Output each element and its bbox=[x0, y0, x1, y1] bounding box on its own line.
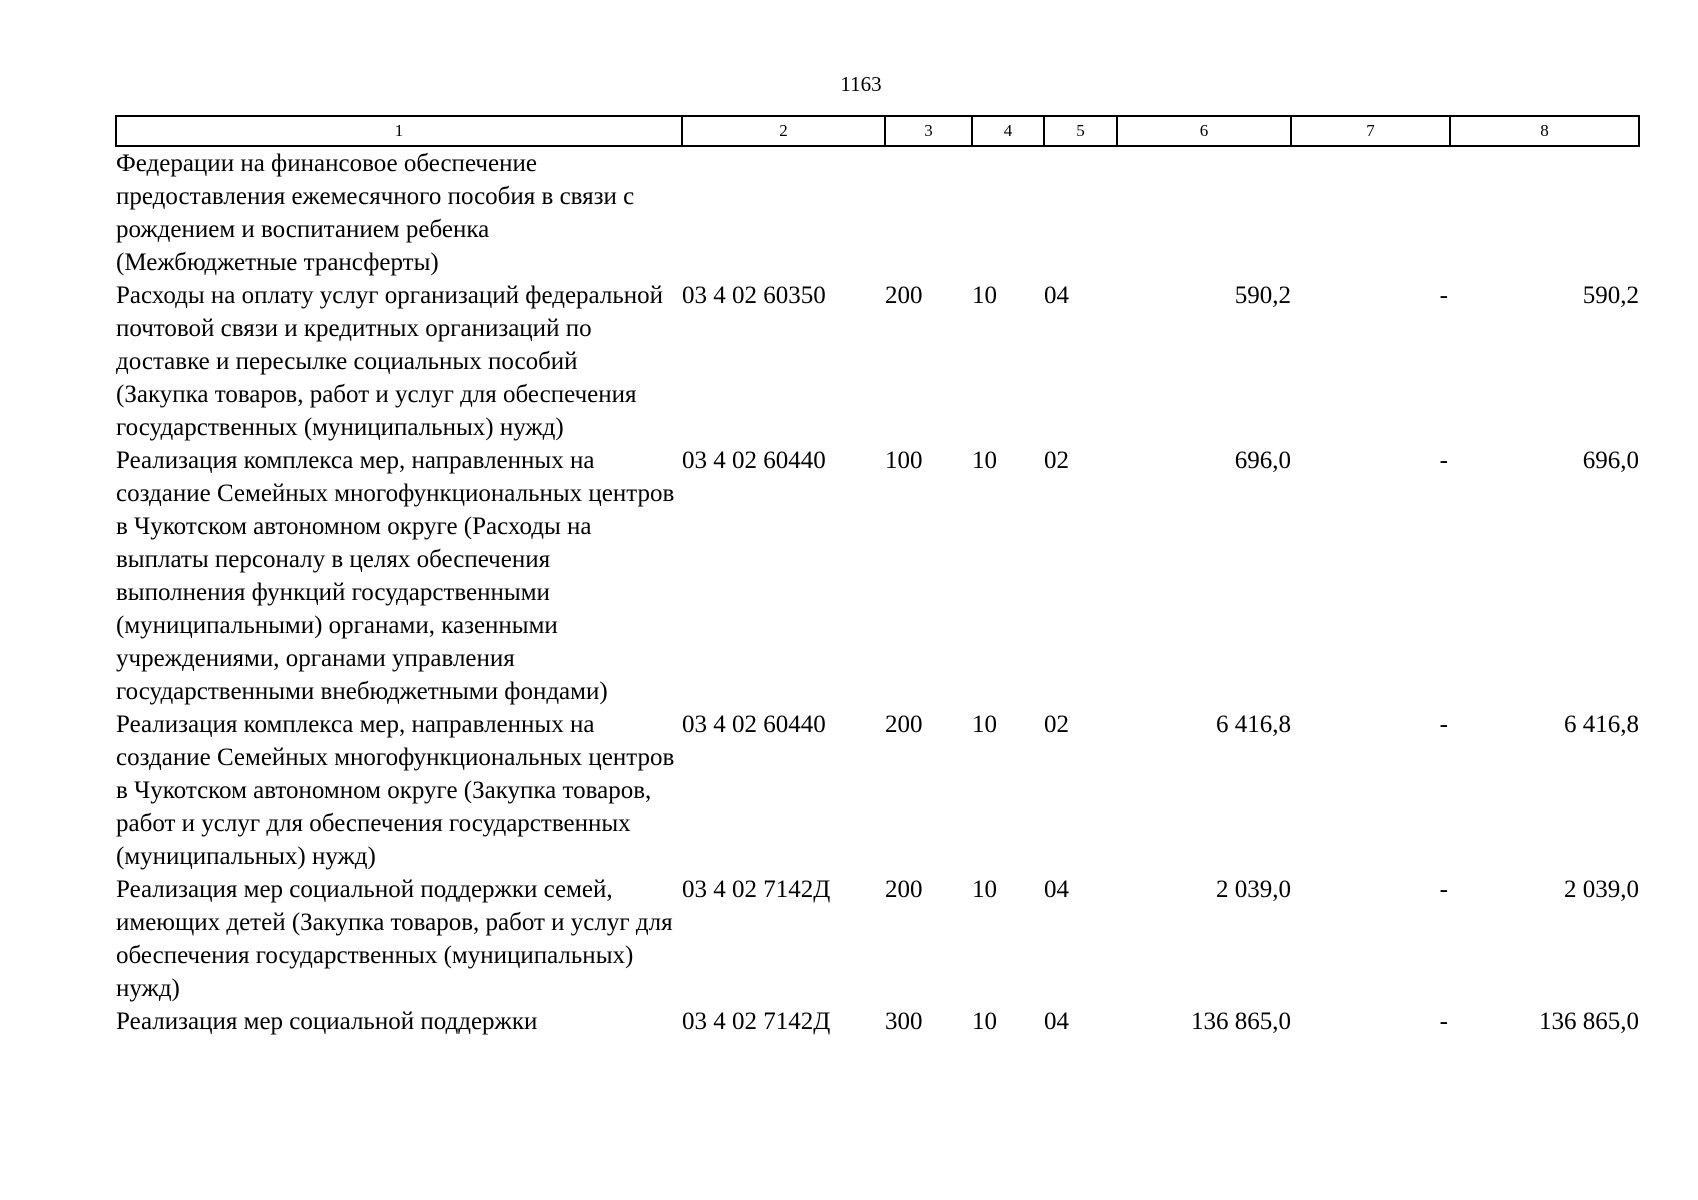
row-change bbox=[1291, 146, 1450, 279]
row-section: 10 bbox=[972, 282, 997, 309]
table-row bbox=[116, 1005, 1639, 1038]
row-change: - bbox=[1439, 447, 1448, 474]
row-total: 696,0 bbox=[1582, 447, 1639, 474]
table-row bbox=[116, 708, 1639, 873]
column-number-3: 3 bbox=[885, 116, 972, 146]
row-subsection bbox=[1044, 146, 1117, 279]
budget-table bbox=[115, 115, 1640, 1038]
row-target-code: 03 4 02 60440 bbox=[682, 447, 826, 474]
row-description: Реализация мер социальной поддержки bbox=[116, 1008, 538, 1035]
row-description: Федерации на финансовое обеспечение предоставления ежемесячного пособия в связи с рождением и воспитанием ребенка (Межбюджетные трансферты) bbox=[116, 150, 635, 276]
row-total: 590,2 bbox=[1582, 282, 1639, 309]
column-number-header-row bbox=[116, 116, 1639, 146]
row-description: Реализация комплекса мер, направленных на создание Семейных многофункциональных центров в Чукотском автономном округе (Расходы на выплаты персоналу в целях обеспечения выполнения функций государственными (муниципальными) органами, казенными учреждениями, органами управления государственными внебюджетными фондами) bbox=[116, 447, 675, 705]
row-section bbox=[972, 146, 1044, 279]
row-target-code: 03 4 02 7142Д bbox=[682, 876, 831, 903]
row-expense-type: 200 bbox=[885, 282, 923, 309]
row-target-code: 03 4 02 60350 bbox=[682, 282, 826, 309]
row-description: Реализация мер социальной поддержки семей, имеющих детей (Закупка товаров, работ и услуг для обеспечения государственных (муниципальных) нужд) bbox=[116, 876, 673, 1002]
row-subsection: 04 bbox=[1044, 1008, 1069, 1035]
row-subsection: 02 bbox=[1044, 447, 1069, 474]
page-number: 1163 bbox=[840, 72, 882, 96]
row-section: 10 bbox=[972, 447, 997, 474]
row-target-code: 03 4 02 60440 bbox=[682, 711, 826, 738]
table-row bbox=[116, 279, 1639, 444]
row-expense-type: 200 bbox=[885, 711, 923, 738]
row-expense-type: 200 bbox=[885, 876, 923, 903]
row-expense-type bbox=[885, 146, 972, 279]
row-amount: 590,2 bbox=[1234, 282, 1291, 309]
column-number-5: 5 bbox=[1044, 116, 1117, 146]
row-section: 10 bbox=[972, 876, 997, 903]
table-row bbox=[116, 873, 1639, 1005]
column-number-7: 7 bbox=[1291, 116, 1450, 146]
row-change: - bbox=[1439, 711, 1448, 738]
row-subsection: 04 bbox=[1044, 282, 1069, 309]
row-section: 10 bbox=[972, 1008, 997, 1035]
column-number-2: 2 bbox=[682, 116, 885, 146]
row-total: 2 039,0 bbox=[1564, 876, 1639, 903]
row-target-code: 03 4 02 7142Д bbox=[682, 1008, 831, 1035]
row-change: - bbox=[1439, 1008, 1448, 1035]
row-amount: 696,0 bbox=[1234, 447, 1291, 474]
row-subsection: 04 bbox=[1044, 876, 1069, 903]
column-number-4: 4 bbox=[972, 116, 1044, 146]
column-number-1: 1 bbox=[116, 116, 682, 146]
row-target-code bbox=[682, 146, 885, 279]
row-expense-type: 100 bbox=[885, 447, 923, 474]
row-total: 6 416,8 bbox=[1564, 711, 1639, 738]
row-total bbox=[1450, 146, 1639, 279]
row-amount: 6 416,8 bbox=[1216, 711, 1291, 738]
column-number-8: 8 bbox=[1450, 116, 1639, 146]
row-total: 136 865,0 bbox=[1539, 1008, 1639, 1035]
row-description: Расходы на оплату услуг организаций федеральной почтовой связи и кредитных организаций по доставке и пересылке социальных пособий (Закупка товаров, работ и услуг для обеспечения государственных (муниципальных) нужд) bbox=[116, 282, 664, 441]
row-amount: 2 039,0 bbox=[1216, 876, 1291, 903]
row-section: 10 bbox=[972, 711, 997, 738]
row-description: Реализация комплекса мер, направленных на создание Семейных многофункциональных центров в Чукотском автономном округе (Закупка товаров, работ и услуг для обеспечения государственных (муниципальных) нужд) bbox=[116, 711, 675, 870]
column-number-6: 6 bbox=[1117, 116, 1291, 146]
row-change: - bbox=[1439, 876, 1448, 903]
row-expense-type: 300 bbox=[885, 1008, 923, 1035]
row-change: - bbox=[1439, 282, 1448, 309]
row-amount bbox=[1117, 146, 1291, 279]
row-subsection: 02 bbox=[1044, 711, 1069, 738]
row-amount: 136 865,0 bbox=[1191, 1008, 1291, 1035]
table-row bbox=[116, 444, 1639, 708]
table-row bbox=[116, 146, 1639, 279]
